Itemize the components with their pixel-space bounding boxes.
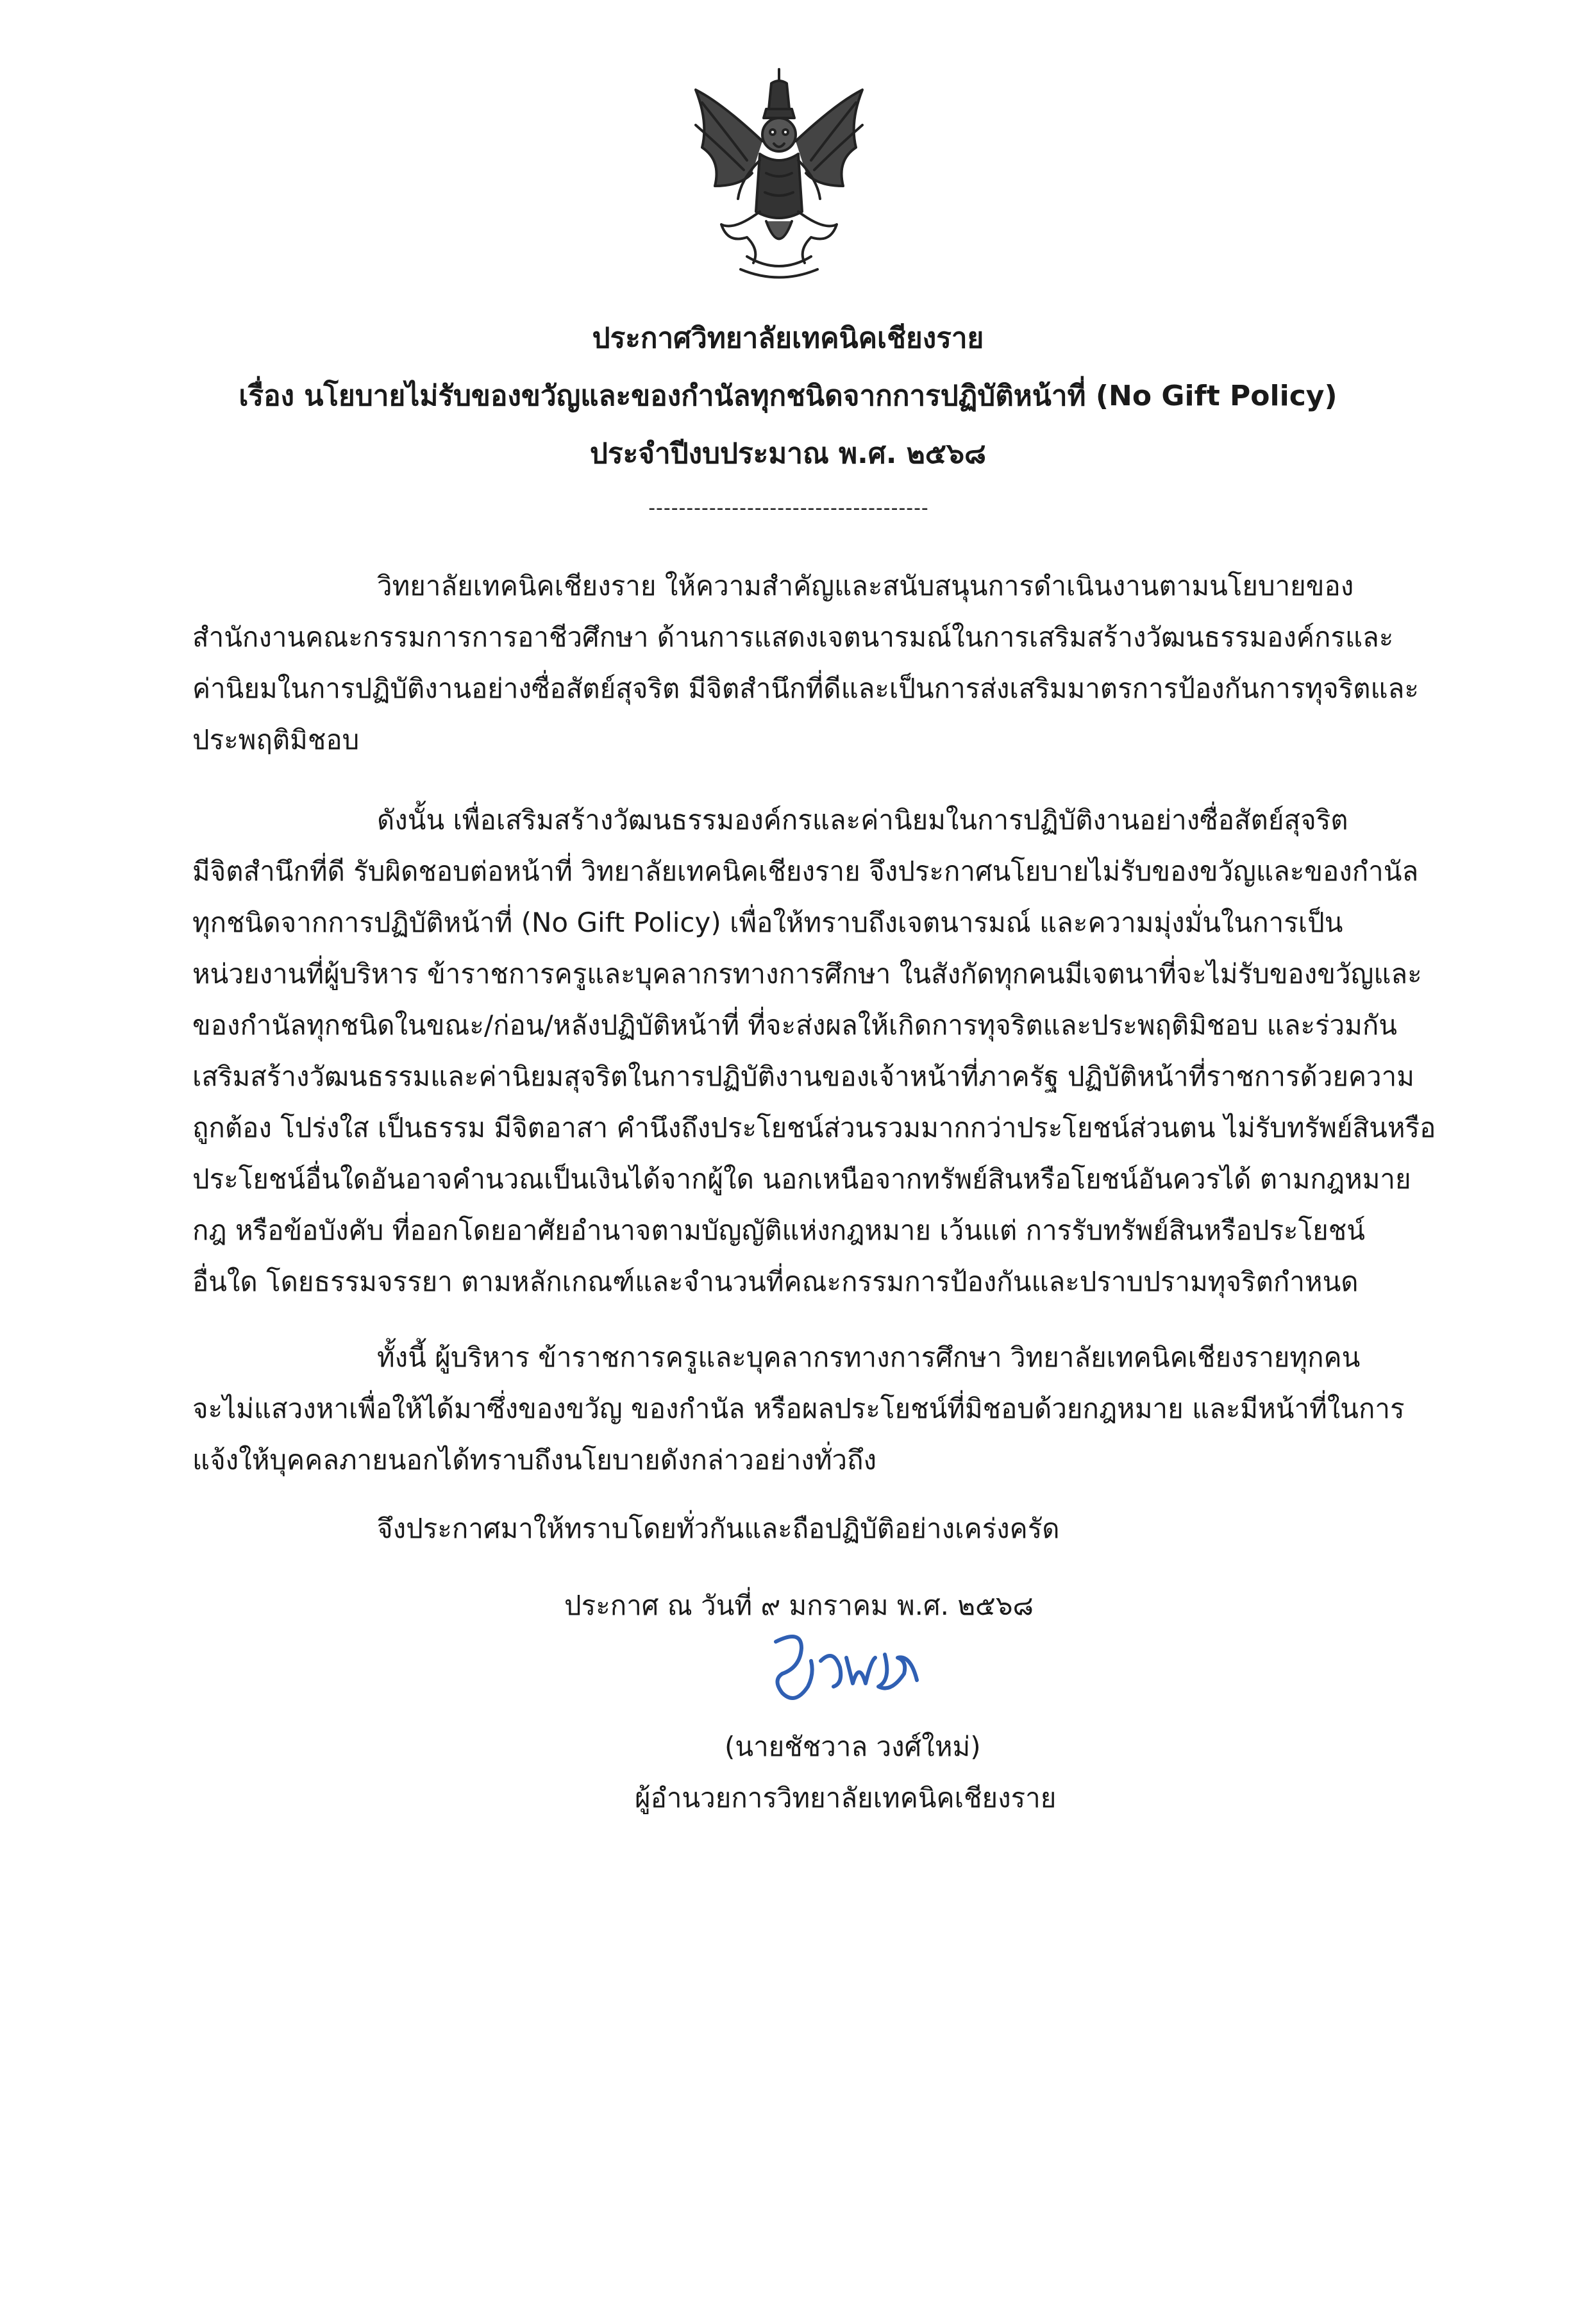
closing-statement: จึงประกาศมาให้ทราบโดยทั่วกันและถือปฏิบัติอย่างเคร่งครัด: [377, 1513, 1060, 1544]
announcement-date: ประกาศ ณ วันที่ ๙ มกราคม พ.ศ. ๒๕๖๘: [564, 1590, 1034, 1621]
paragraph-3-line-2: จะไม่แสวงหาเพื่อให้ได้มาซึ่งของขวัญ ของกำนัล หรือผลประโยชน์ที่มิชอบด้วยกฎหมาย และมีหน้าที่ในการ: [192, 1393, 1405, 1424]
paragraph-2-line-6: เสริมสร้างวัฒนธรรมและค่านิยมสุจริตในการปฏิบัติงานของเจ้าหน้าที่ภาครัฐ ปฏิบัติหน้าที่ราชการด้วยความ: [192, 1061, 1414, 1092]
paragraph-1-line-3: ค่านิยมในการปฏิบัติงานอย่างซื่อสัตย์สุจริต มีจิตสำนึกที่ดีและเป็นการส่งเสริมมาตรการป้องกันการทุจริตและ: [192, 673, 1419, 704]
fiscal-year-line: ประจำปีงบประมาณ พ.ศ. ๒๕๖๘: [590, 437, 986, 470]
paragraph-1-line-1: วิทยาลัยเทคนิคเชียงราย ให้ความสำคัญและสนับสนุนการดำเนินงานตามนโยบายของ: [377, 570, 1354, 602]
paragraph-2-line-4: หน่วยงานที่ผู้บริหาร ข้าราชการครูและบุคลากรทางการศึกษา ในสังกัดทุกคนมีเจตนาที่จะไม่รับของขวัญและ: [192, 958, 1422, 989]
paragraph-3-line-3: แจ้งให้บุคคลภายนอกได้ทราบถึงนโยบายดังกล่าวอย่างทั่วถึง: [192, 1444, 877, 1476]
paragraph-2-line-3: ทุกชนิดจากการปฏิบัติหน้าที่ (No Gift Policy) เพื่อให้ทราบถึงเจตนารมณ์ และความมุ่งมั่นในการเป็น: [192, 907, 1343, 938]
paragraph-2-line-8: ประโยชน์อื่นใดอันอาจคำนวณเป็นเงินได้จากผู้ใด นอกเหนือจากทรัพย์สินหรือโยชน์อันควรได้ ตามกฎหมาย: [192, 1163, 1411, 1195]
paragraph-1-line-4: ประพฤติมิชอบ: [192, 724, 360, 755]
paragraph-2-line-1: ดังนั้น เพื่อเสริมสร้างวัฒนธรรมองค์กรและค่านิยมในการปฏิบัติงานอย่างซื่อสัตย์สุจริต: [377, 804, 1348, 836]
paragraph-1-line-2: สำนักงานคณะกรรมการการอาชีวศึกษา ด้านการแสดงเจตนารมณ์ในการเสริมสร้างวัฒนธรรมองค์กรและ: [192, 621, 1394, 653]
paragraph-2-line-9: กฎ หรือข้อบังคับ ที่ออกโดยอาศัยอำนาจตามบัญญัติแห่งกฎหมาย เว้นแต่ การรับทรัพย์สินหรือประโยชน์: [192, 1215, 1365, 1246]
paragraph-2-line-5: ของกำนัลทุกชนิดในขณะ/ก่อน/หลังปฏิบัติหน้าที่ ที่จะส่งผลให้เกิดการทุจริตและประพฤติมิชอบ และร่วมกัน: [192, 1009, 1397, 1041]
paragraph-2-line-7: ถูกต้อง โปร่งใส เป็นธรรม มีจิตอาสา คำนึงถึงประโยชน์ส่วนรวมมากกว่าประโยชน์ส่วนตน ไม่รับทรัพย์สินหรือ: [192, 1112, 1436, 1143]
announcement-title: ประกาศวิทยาลัยเทคนิคเชียงราย: [592, 322, 984, 355]
paragraph-2-line-10: อื่นใด โดยธรรมจรรยา ตามหลักเกณฑ์และจำนวนที่คณะกรรมการป้องกันและปราบปรามทุจริตกำหนด: [192, 1266, 1359, 1297]
paragraph-2-line-2: มีจิตสำนึกที่ดี รับผิดชอบต่อหน้าที่ วิทยาลัยเทคนิคเชียงราย จึงประกาศนโยบายไม่รับของขวัญและของกำนัล: [192, 855, 1419, 887]
garuda-emblem-icon: [676, 64, 882, 282]
paragraph-3-line-1: ทั้งนี้ ผู้บริหาร ข้าราชการครูและบุคลากรทางการศึกษา วิทยาลัยเทคนิคเชียงรายทุกคน: [377, 1342, 1361, 1373]
title-separator: -------------------------------------: [648, 499, 929, 518]
handwritten-signature: [763, 1622, 930, 1712]
signatory-position: ผู้อำนวยการวิทยาลัยเทคนิคเชียงราย: [635, 1782, 1057, 1814]
signatory-name: (นายชัชวาล วงศ์ใหม่): [725, 1731, 981, 1762]
announcement-subject: เรื่อง นโยบายไม่รับของขวัญและของกำนัลทุกชนิดจากการปฏิบัติหน้าที่ (No Gift Policy): [239, 380, 1337, 412]
